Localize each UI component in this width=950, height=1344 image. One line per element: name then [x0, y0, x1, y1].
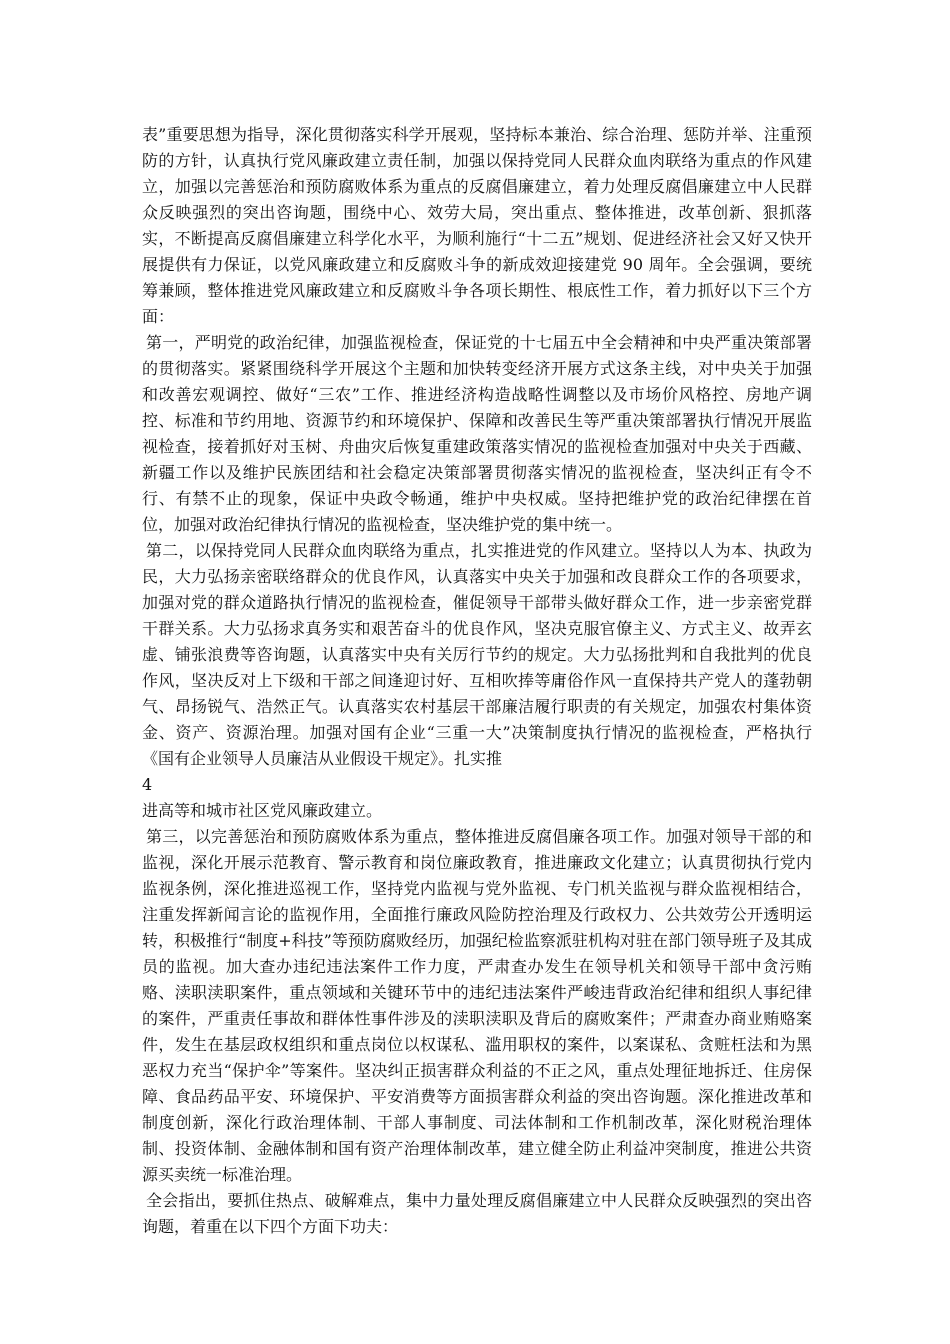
paragraph-first-point: 第一，严明党的政治纪律，加强监视检查，保证党的十七届五中全会精神和中央严重决策部署的贯彻落实。紧紧围绕科学开展这个主题和加快转变经济开展方式这条主线，对中央关于加强和改善宏观调控、做好“三农”工作、推进经济构造战略性调整以及市场价风格控、房地产调控、标准和节约用地、资源节约和环境保护、保障和改善民生等严重决策部署执行情况开展监视检查，接着抓好对玉树、舟曲灾后恢复重建政策落实情况的监视检查加强对中央关于西藏、新疆工作以及维护民族团结和社会稳定决策部署贯彻落实情况的监视检查，坚决纠正有令不行、有禁不止的现象，保证中央政令畅通，维护中央权威。坚持把维护党的政治纪律摆在首位，加强对政治纪律执行情况的监视检查，坚决维护党的集中统一。: [142, 333, 812, 534]
paragraph-conclusion: 全会指出，要抓住热点、破解难点，集中力量处理反腐倡廉建立中人民群众反映强烈的突出咨询题，着重在以下四个方面下功夫：: [142, 1191, 812, 1236]
paragraph-second-point: 第二，以保持党同人民群众血肉联络为重点，扎实推进党的作风建立。坚持以人为本、执政为民，大力弘扬亲密联络群众的优良作风，认真落实中央关于加强和改良群众工作的各项要求，加强对党的群众道路执行情况的监视检查，催促领导干部带头做好群众工作，进一步亲密党群干群关系。大力弘扬求真务实和艰苦奋斗的优良作风，坚决克服官僚主义、方式主义、故弄玄虚、铺张浪费等咨询题，认真落实中央有关厉行节约的规定。大力弘扬批判和自我批判的优良作风，坚决反对上下级和干部之间逢迎讨好、互相吹捧等庸俗作风一直保持共产党人的蓬勃朝气、昂扬锐气、浩然正气。认真落实农村基层干部廉洁履行职责的有关规定，加强农村集体资金、资产、资源治理。加强对国有企业“三重一大”决策制度执行情况的监视检查，严格执行《国有企业领导人员廉洁从业假设干规定》。扎实推: [142, 541, 812, 768]
paragraph-third-point: 第三，以完善惩治和预防腐败体系为重点，整体推进反腐倡廉各项工作。加强对领导干部的和监视，深化开展示范教育、警示教育和岗位廉政教育，推进廉政文化建立；认真贯彻执行党内监视条例，深化推进巡视工作，坚持党内监视与党外监视、专门机关监视与群众监视相结合，注重发挥新闻言论的监视作用，全面推行廉政风险防控治理及行政权力、公共效劳公开透明运转，积极推行“制度+科技”等预防腐败经历，加强纪检监察派驻机构对驻在部门领导班子及其成员的监视。加大查办违纪违法案件工作力度，严肃查办发生在领导机关和领导干部中贪污贿赂、渎职渎职案件，重点领域和关键环节中的违纪违法案件严峻违背政治纪律和组织人事纪律的案件，严重责任事故和群体性事件涉及的渎职渎职及背后的腐败案件；严肃查办商业贿赂案件，发生在基层政权组织和重点岗位以权谋私、滥用职权的案件，以案谋私、贪赃枉法和为黑恶权力充当“保护伞”等案件。坚决纠正损害群众利益的不正之风，重点处理征地拆迁、住房保障、食品药品平安、环境保护、平安消费等方面损害群众利益的突出咨询题。深化推进改革和制度创新，深化行政治理体制、干部人事制度、司法体制和工作机制改革，深化财税治理体制、投资体制、金融体制和国有资产治理体制改革，建立健全防止利益冲突制度，推进公共资源买卖统一标准治理。: [142, 827, 812, 1184]
paragraph-continuation: 表”重要思想为指导，深化贯彻落实科学开展观，坚持标本兼治、综合治理、惩防并举、注重预防的方针，认真执行党风廉政建立责任制，加强以保持党同人民群众血肉联络为重点的作风建立，加强以完善惩治和预防腐败体系为重点的反腐倡廉建立，着力处理反腐倡廉建立中人民群众反映强烈的突出咨询题，围绕中心、效劳大局，突出重点、整体推进，改革创新、狠抓落实，不断提高反腐倡廉建立科学化水平，为顺利施行“十二五”规划、促进经济社会又好又快开展提供有力保证，以党风廉政建立和反腐败斗争的新成效迎接建党 90 周年。全会强调，要统筹兼顾，整体推进党风廉政建立和反腐败斗争各项长期性、根底性工作，着力抓好以下三个方面：: [142, 125, 812, 326]
page-number: 4: [142, 775, 153, 794]
document-body: [142, 122, 812, 1240]
paragraph-second-point-end: 进高等和城市社区党风廉政建立。: [142, 801, 383, 820]
